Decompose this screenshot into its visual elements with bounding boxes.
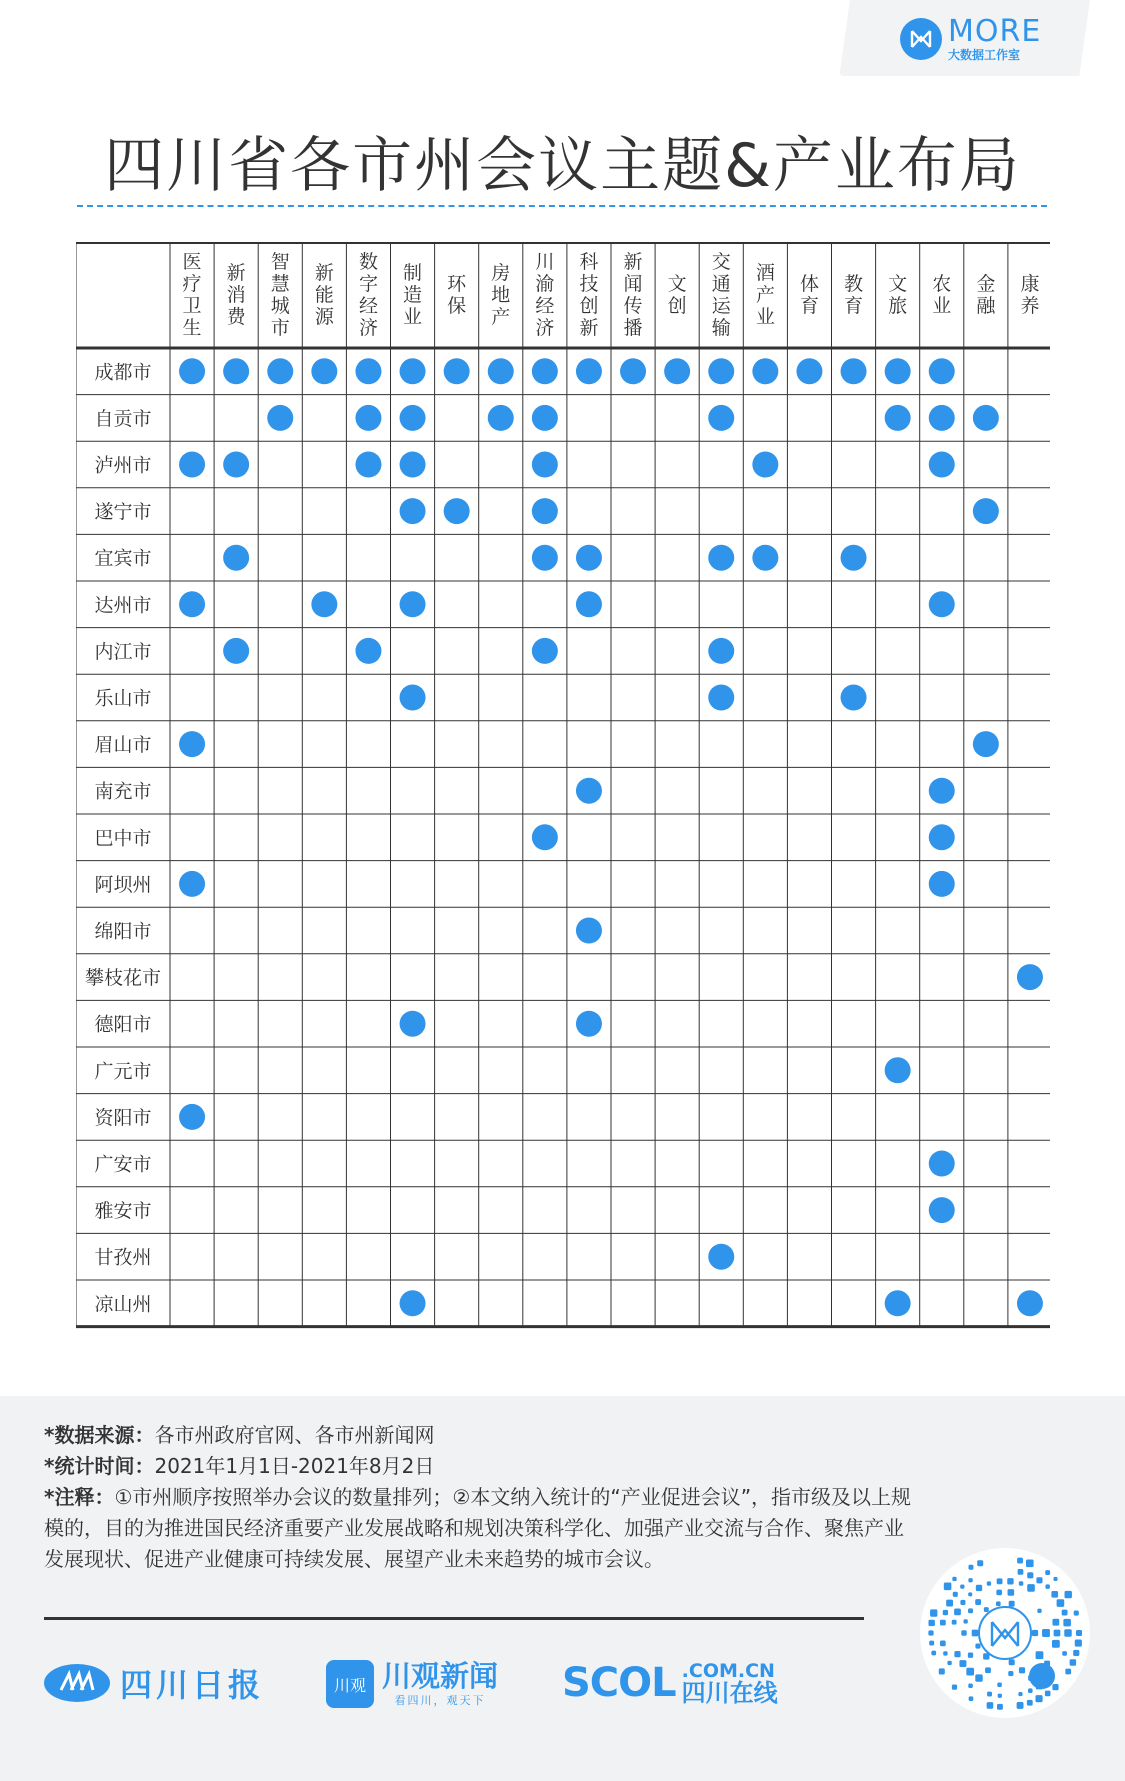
topic-dot xyxy=(929,591,955,617)
topic-dot xyxy=(929,824,955,850)
qr-module xyxy=(1008,1589,1015,1596)
topic-dot xyxy=(355,405,381,431)
notes xyxy=(44,1420,914,1575)
topic-dot xyxy=(929,778,955,804)
topic-matrix-svg xyxy=(76,242,1050,1337)
qr-module xyxy=(1045,1570,1050,1575)
qr-module xyxy=(998,1694,1002,1698)
topic-dot xyxy=(973,731,999,757)
topic-dot xyxy=(355,358,381,384)
topic-dot xyxy=(708,358,734,384)
title-divider xyxy=(77,205,1047,207)
qr-module xyxy=(959,1660,966,1667)
chuanguan-name: 川观新闻 xyxy=(382,1659,499,1693)
qr-module xyxy=(954,1608,961,1615)
column-header: 智慧城市 xyxy=(270,251,290,339)
city-label: 成都市 xyxy=(94,361,152,384)
qr-module xyxy=(944,1583,952,1591)
topic-dot xyxy=(179,591,205,617)
topic-dot xyxy=(400,405,426,431)
city-label: 雅安市 xyxy=(94,1200,152,1223)
topic-dot xyxy=(752,358,778,384)
qr-module xyxy=(1007,1578,1013,1584)
qr-module xyxy=(996,1590,1002,1596)
qr-module xyxy=(968,1592,972,1596)
qr-module xyxy=(1053,1577,1057,1581)
scol-logo xyxy=(562,1660,778,1706)
qr-module xyxy=(1052,1619,1059,1626)
qr-module xyxy=(1063,1619,1071,1627)
time-line xyxy=(44,1451,914,1482)
qr-module xyxy=(1045,1584,1049,1588)
city-label: 南充市 xyxy=(94,780,152,803)
topic-dot xyxy=(179,452,205,478)
qr-module xyxy=(1062,1651,1067,1656)
qr-module xyxy=(1036,1651,1044,1659)
qr-module xyxy=(1018,1692,1022,1696)
topic-dot xyxy=(179,358,205,384)
city-label: 内江市 xyxy=(94,640,152,663)
topic-dot xyxy=(223,452,249,478)
topic-dot xyxy=(796,358,822,384)
source-label: *数据来源： xyxy=(44,1423,155,1447)
topic-dot xyxy=(444,358,470,384)
topic-dot xyxy=(267,405,293,431)
qr-module xyxy=(987,1702,994,1709)
city-label: 广元市 xyxy=(94,1060,152,1083)
topic-dot xyxy=(708,1244,734,1270)
topic-dot xyxy=(223,638,249,664)
topic-dot xyxy=(708,638,734,664)
topic-dot xyxy=(267,358,293,384)
topic-dot xyxy=(620,358,646,384)
city-label: 广安市 xyxy=(94,1153,152,1176)
topic-dot xyxy=(841,545,867,571)
qr-module xyxy=(968,1578,972,1582)
qr-module xyxy=(953,1592,958,1597)
qr-module xyxy=(1065,1591,1072,1598)
topic-dot xyxy=(532,824,558,850)
topic-matrix xyxy=(76,242,1050,1337)
note-label: *注释： xyxy=(44,1485,115,1509)
column-header: 制造业 xyxy=(403,262,423,328)
column-header: 环保 xyxy=(447,273,467,317)
topic-dot xyxy=(400,498,426,524)
topic-dot xyxy=(179,871,205,897)
source-line xyxy=(44,1420,914,1451)
qr-module xyxy=(1019,1581,1024,1586)
more-logo-icon xyxy=(900,18,942,60)
topic-dot xyxy=(576,918,602,944)
qr-module xyxy=(946,1600,953,1607)
column-header: 房地产 xyxy=(491,262,511,328)
chuanguan-icon: 川观 xyxy=(326,1660,374,1708)
city-label: 遂宁市 xyxy=(94,501,152,524)
column-header: 新闻传播 xyxy=(623,251,643,339)
topic-dot xyxy=(576,1011,602,1037)
qr-module xyxy=(930,1609,937,1616)
sichuan-daily-logo xyxy=(44,1660,264,1706)
topic-dot xyxy=(355,638,381,664)
column-header: 体育 xyxy=(799,273,819,317)
qr-module xyxy=(997,1704,1003,1710)
qr-module xyxy=(947,1661,951,1665)
qr-module xyxy=(968,1565,973,1570)
topic-dot xyxy=(708,405,734,431)
topic-dot xyxy=(400,685,426,711)
topic-dot xyxy=(929,871,955,897)
topic-dot xyxy=(885,1057,911,1083)
time-text: 2021年1月1日-2021年8月2日 xyxy=(154,1454,435,1478)
qr-module xyxy=(1028,1688,1033,1693)
mini-program-qr-code[interactable] xyxy=(920,1548,1090,1718)
qr-module xyxy=(1073,1650,1079,1656)
topic-dot xyxy=(576,778,602,804)
qr-module xyxy=(1026,1559,1034,1567)
qr-module xyxy=(1052,1684,1058,1690)
qr-module xyxy=(931,1651,936,1656)
topic-dot xyxy=(664,358,690,384)
topic-dot xyxy=(973,498,999,524)
column-header: 科技创新 xyxy=(579,251,599,339)
qr-module xyxy=(972,1630,979,1637)
city-label: 眉山市 xyxy=(94,734,152,757)
topic-dot xyxy=(311,591,337,617)
qr-module xyxy=(943,1610,948,1615)
column-header: 文创 xyxy=(667,273,687,317)
qr-module xyxy=(968,1608,973,1613)
column-header: 农业 xyxy=(932,273,952,317)
city-label: 绵阳市 xyxy=(94,920,152,943)
topic-dot xyxy=(223,358,249,384)
qr-module xyxy=(1009,1659,1015,1665)
scol-wordmark: SCOL xyxy=(562,1660,676,1706)
city-label: 甘孜州 xyxy=(94,1246,152,1269)
qr-module xyxy=(1045,1691,1051,1697)
qr-module xyxy=(928,1630,933,1635)
topic-dot xyxy=(488,405,514,431)
topic-dot xyxy=(400,591,426,617)
qr-module xyxy=(929,1641,934,1646)
topic-dot xyxy=(929,452,955,478)
more-logo xyxy=(900,14,1060,64)
qr-module xyxy=(1017,1702,1024,1709)
qr-module xyxy=(1027,1572,1033,1578)
column-header: 川渝经济 xyxy=(535,251,555,339)
column-header: 文旅 xyxy=(888,273,908,317)
city-label: 宜宾市 xyxy=(94,547,152,570)
qr-module xyxy=(977,1560,983,1566)
chuanguan-slogan: 看四川，观天下 xyxy=(394,1694,486,1707)
sichuan-daily-name: 四川日报 xyxy=(120,1666,265,1704)
qr-module xyxy=(1076,1630,1082,1636)
topic-dot xyxy=(532,638,558,664)
qr-module xyxy=(961,1630,966,1635)
column-header: 金融 xyxy=(976,273,996,317)
scol-url: .COM.CN xyxy=(681,1659,775,1682)
qr-module xyxy=(1057,1599,1065,1607)
city-label: 攀枝花市 xyxy=(84,967,162,990)
topic-dot xyxy=(311,358,337,384)
qr-module xyxy=(975,1643,980,1648)
topic-dot xyxy=(179,731,205,757)
topic-dot xyxy=(223,545,249,571)
qr-module xyxy=(960,1600,965,1605)
topic-dot xyxy=(488,358,514,384)
topic-dot xyxy=(929,1197,955,1223)
column-header: 康养 xyxy=(1020,273,1040,317)
qr-module xyxy=(960,1584,964,1588)
topic-dot xyxy=(400,1290,426,1316)
city-label: 自贡市 xyxy=(94,407,152,430)
qr-module xyxy=(975,1599,981,1605)
qr-module xyxy=(940,1641,946,1647)
topic-dot xyxy=(1017,964,1043,990)
topic-dot xyxy=(885,358,911,384)
qr-module xyxy=(996,1601,1001,1606)
footer-divider xyxy=(44,1617,864,1620)
qr-module xyxy=(987,1692,992,1697)
note-line xyxy=(44,1482,914,1575)
qr-module xyxy=(976,1585,982,1591)
qr-module xyxy=(1018,1569,1024,1575)
topic-dot xyxy=(752,452,778,478)
city-label: 凉山州 xyxy=(94,1293,152,1316)
qr-module xyxy=(1070,1659,1077,1666)
qr-module xyxy=(1065,1669,1071,1675)
page-title: 四川省各市州会议主题&产业布局 xyxy=(104,131,1021,201)
topic-dot xyxy=(400,452,426,478)
topic-dot xyxy=(532,358,558,384)
city-label: 泸州市 xyxy=(94,454,152,477)
qr-module xyxy=(1036,1577,1042,1583)
qr-module xyxy=(969,1696,974,1701)
topic-dot xyxy=(532,405,558,431)
column-header: 交通运输 xyxy=(711,251,731,339)
topic-dot xyxy=(929,405,955,431)
column-header: 医疗卫生 xyxy=(182,251,202,339)
topic-dot xyxy=(1017,1290,1043,1316)
qr-module xyxy=(997,1578,1003,1584)
logo-subtitle: 大数据工作室 xyxy=(948,48,1021,62)
sichuan-daily-icon xyxy=(44,1664,110,1702)
city-label: 阿坝州 xyxy=(94,873,152,896)
qr-module xyxy=(1051,1591,1058,1598)
qr-module xyxy=(952,1577,956,1581)
qr-module xyxy=(1074,1610,1079,1615)
qr-module xyxy=(968,1653,973,1658)
topic-dot xyxy=(179,1104,205,1130)
topic-dot xyxy=(576,591,602,617)
topic-dot xyxy=(400,1011,426,1037)
qr-module xyxy=(968,1683,973,1688)
note-text: ①市州顺序按照举办会议的数量排列；②本文纳入统计的“产业促进会议”，指市级及以上规模的，目的为推进国民经济重要产业发展战略和规划决策科学化、加强产业交流与合作、聚焦产业发展现状、促进产业健康可持续发展、展望产业未来趋势的城市会议。 xyxy=(44,1485,912,1571)
city-label: 达州市 xyxy=(94,594,152,617)
topic-dot xyxy=(973,405,999,431)
topic-dot xyxy=(885,405,911,431)
city-label: 德阳市 xyxy=(94,1013,152,1036)
qr-module xyxy=(984,1607,989,1612)
topic-dot xyxy=(532,452,558,478)
qr-module xyxy=(952,1684,957,1689)
qr-module xyxy=(1019,1667,1025,1673)
qr-module xyxy=(1064,1629,1071,1636)
qr-module xyxy=(1054,1630,1061,1637)
topic-dot xyxy=(532,498,558,524)
topic-dot xyxy=(752,545,778,571)
qr-module xyxy=(966,1668,974,1676)
qr-center xyxy=(979,1607,1031,1659)
topic-dot xyxy=(841,358,867,384)
city-label: 乐山市 xyxy=(94,687,152,710)
qr-module xyxy=(1042,1629,1050,1637)
qr-module xyxy=(1017,1558,1023,1564)
topic-dot xyxy=(708,685,734,711)
qr-module xyxy=(1008,1671,1013,1676)
topic-dot xyxy=(355,452,381,478)
column-header: 数字经济 xyxy=(358,251,378,339)
topic-dot xyxy=(576,545,602,571)
qr-module xyxy=(943,1651,947,1655)
topic-dot xyxy=(444,498,470,524)
topic-dot xyxy=(708,545,734,571)
qr-module xyxy=(939,1668,945,1674)
city-label: 巴中市 xyxy=(94,827,152,850)
qr-code-icon xyxy=(920,1548,1090,1718)
topic-dot xyxy=(885,1290,911,1316)
qr-module xyxy=(1052,1640,1060,1648)
column-header: 酒产业 xyxy=(755,262,775,328)
chuanguan-logo xyxy=(326,1660,498,1708)
qr-module xyxy=(928,1620,934,1626)
qr-module xyxy=(987,1581,991,1585)
topic-dot xyxy=(532,545,558,571)
qr-module xyxy=(964,1619,968,1623)
topic-dot xyxy=(929,358,955,384)
qr-module xyxy=(985,1667,991,1673)
topic-dot xyxy=(400,358,426,384)
qr-module xyxy=(952,1620,957,1625)
topic-dot xyxy=(576,358,602,384)
column-header: 教育 xyxy=(844,273,864,317)
source-text: 各市州政府官网、各市州新闻网 xyxy=(154,1423,435,1447)
qr-module xyxy=(1062,1610,1068,1616)
qr-module xyxy=(1075,1640,1082,1647)
city-label: 资阳市 xyxy=(94,1106,152,1129)
mini-program-badge xyxy=(1029,1663,1055,1689)
qr-module xyxy=(1037,1609,1041,1613)
qr-module xyxy=(1027,1700,1033,1706)
qr-module xyxy=(1035,1695,1042,1702)
column-header: 新消费 xyxy=(226,262,246,328)
topic-dot xyxy=(841,685,867,711)
logo-word: MORE xyxy=(948,14,1042,49)
qr-module xyxy=(940,1620,946,1626)
scol-name: 四川在线 xyxy=(681,1678,778,1707)
qr-module xyxy=(975,1674,982,1681)
qr-module xyxy=(954,1651,960,1657)
time-label: *统计时间： xyxy=(44,1454,155,1478)
qr-module xyxy=(1032,1630,1038,1636)
column-header: 新能源 xyxy=(314,262,334,328)
qr-module xyxy=(997,1682,1002,1687)
qr-module xyxy=(1009,1601,1015,1607)
qr-module xyxy=(1027,1584,1035,1592)
topic-dot xyxy=(929,1151,955,1177)
